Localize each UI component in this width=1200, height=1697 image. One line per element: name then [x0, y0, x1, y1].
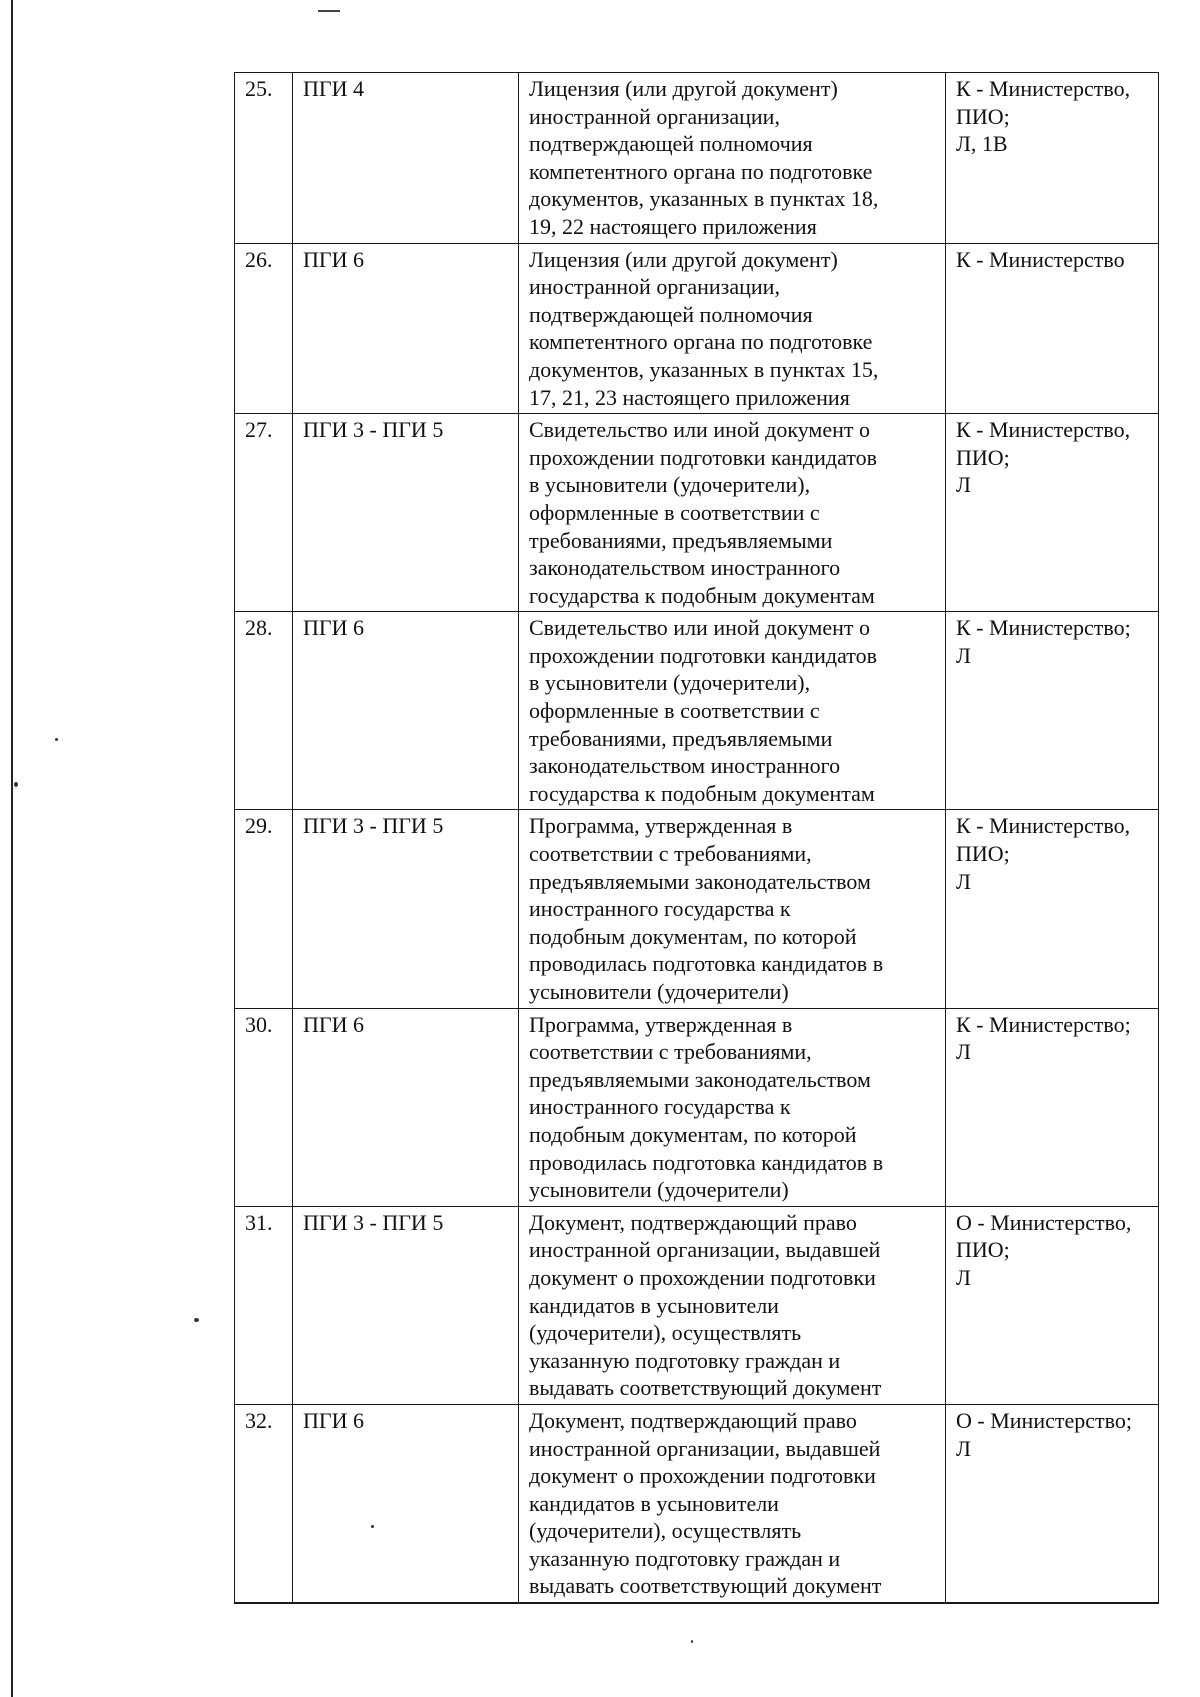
requirements-line: Л	[956, 472, 971, 498]
document-description-line: Документ, подтверждающий право	[529, 1407, 857, 1433]
requirements-cell	[946, 810, 1159, 1008]
document-description-line: Документ, подтверждающий право	[529, 1209, 857, 1235]
document-description-cell	[519, 810, 946, 1008]
group-code-cell	[293, 73, 519, 244]
document-description-line: Лицензия (или другой документ)	[529, 246, 838, 272]
document-description-line: оформленные в соответствии с	[529, 698, 820, 724]
document-description-line: подобным документам, по которой	[529, 1121, 857, 1147]
document-description-line: 17, 21, 23 настоящего приложения	[529, 384, 850, 410]
requirements-cell	[946, 414, 1159, 612]
row-number: 31.	[245, 1209, 273, 1235]
row-number-cell	[235, 243, 293, 414]
document-description-cell	[519, 612, 946, 810]
requirements-cell	[946, 1404, 1159, 1603]
document-description-line: выдавать соответствующий документ	[529, 1375, 882, 1401]
row-number-cell	[235, 810, 293, 1008]
requirements-line: Л, 1В	[956, 131, 1008, 157]
group-code: ПГИ 6	[303, 1407, 364, 1433]
requirements-line: К - Министерство,	[956, 813, 1131, 839]
row-number-cell	[235, 73, 293, 244]
row-number: 28.	[245, 615, 273, 641]
document-description-line: оформленные в соответствии с	[529, 499, 820, 525]
document-description-line: требованиями, предъявляемыми	[529, 527, 833, 553]
document-description-line: прохождении подготовки кандидатов	[529, 444, 877, 470]
row-number: 30.	[245, 1011, 273, 1037]
document-description-line: законодательством иностранного	[529, 555, 841, 581]
group-code-cell	[293, 612, 519, 810]
document-description-line: иностранной организации, выдавшей	[529, 1435, 881, 1461]
documents-table-body	[235, 73, 1159, 1604]
document-description-line: проводилась подготовка кандидатов в	[529, 951, 884, 977]
requirements-line: Л	[956, 1039, 971, 1065]
row-number-cell	[235, 1206, 293, 1404]
document-description-line: законодательством иностранного	[529, 753, 841, 779]
requirements-line: К - Министерство	[956, 246, 1125, 272]
document-description-line: Лицензия (или другой документ)	[529, 76, 838, 101]
document-description-line: Программа, утвержденная в	[529, 813, 793, 839]
document-description-cell	[519, 73, 946, 244]
group-code-cell	[293, 810, 519, 1008]
row-number-cell	[235, 1008, 293, 1206]
document-description-line: подобным документам, по которой	[529, 923, 857, 949]
requirements-line: ПИО;	[956, 841, 1010, 867]
row-number: 26.	[245, 246, 273, 272]
document-description-line: прохождении подготовки кандидатов	[529, 642, 877, 668]
document-description-cell	[519, 414, 946, 612]
document-description-line: иностранной организации, выдавшей	[529, 1237, 881, 1263]
document-description-cell	[519, 243, 946, 414]
requirements-line: Л	[956, 868, 971, 894]
document-description-line: кандидатов в усыновители	[529, 1292, 779, 1318]
table-row	[235, 73, 1159, 244]
document-description-line: документ о прохождении подготовки	[529, 1264, 876, 1290]
document-description-line: иностранного государства к	[529, 896, 791, 922]
document-description-line: документов, указанных в пунктах 15,	[529, 356, 879, 382]
group-code: ПГИ 4	[303, 76, 364, 101]
scan-speck	[55, 738, 58, 741]
group-code: ПГИ 6	[303, 1011, 364, 1037]
document-description-line: документов, указанных в пунктах 18,	[529, 186, 879, 212]
requirements-line: К - Министерство;	[956, 1011, 1131, 1037]
document-description-line: документ о прохождении подготовки	[529, 1463, 876, 1489]
row-number: 29.	[245, 813, 273, 839]
document-description-line: компетентного органа по подготовке	[529, 158, 873, 184]
document-description-line: иностранного государства к	[529, 1094, 791, 1120]
document-description-cell	[519, 1206, 946, 1404]
requirements-cell	[946, 243, 1159, 414]
document-description-line: иностранной организации,	[529, 103, 780, 129]
group-code: ПГИ 3 - ПГИ 5	[303, 1209, 444, 1235]
table-row	[235, 1404, 1159, 1603]
scan-edge-line	[11, 0, 13, 1697]
requirements-line: О - Министерство;	[956, 1407, 1132, 1433]
document-description-line: компетентного органа по подготовке	[529, 329, 873, 355]
row-number-cell	[235, 414, 293, 612]
table-row	[235, 810, 1159, 1008]
group-code-cell	[293, 1206, 519, 1404]
group-code: ПГИ 3 - ПГИ 5	[303, 813, 444, 839]
requirements-cell	[946, 1206, 1159, 1404]
group-code: ПГИ 6	[303, 615, 364, 641]
document-description-line: указанную подготовку граждан и	[529, 1545, 841, 1571]
document-description-line: требованиями, предъявляемыми	[529, 725, 833, 751]
group-code-cell	[293, 1404, 519, 1603]
row-number: 32.	[245, 1407, 273, 1433]
document-description-line: в усыновители (удочерители),	[529, 670, 811, 696]
table-row	[235, 1008, 1159, 1206]
row-number-cell	[235, 1404, 293, 1603]
document-description-line: государства к подобным документам	[529, 582, 875, 608]
document-description-line: Программа, утвержденная в	[529, 1011, 793, 1037]
requirements-line: К - Министерство,	[956, 76, 1131, 101]
document-description-line: подтверждающей полномочия	[529, 301, 813, 327]
requirements-line: К - Министерство,	[956, 417, 1131, 443]
group-code: ПГИ 3 - ПГИ 5	[303, 417, 444, 443]
table-row	[235, 414, 1159, 612]
document-description-line: в усыновители (удочерители),	[529, 472, 811, 498]
document-description-line: иностранной организации,	[529, 274, 780, 300]
document-description-line: соответствии с требованиями,	[529, 841, 812, 867]
requirements-cell	[946, 73, 1159, 244]
document-description-line: предъявляемыми законодательством	[529, 1066, 871, 1092]
document-description-line: проводилась подготовка кандидатов в	[529, 1149, 884, 1175]
requirements-cell	[946, 612, 1159, 810]
document-description-line: Свидетельство или иной документ о	[529, 615, 870, 641]
table-row	[235, 243, 1159, 414]
scan-speck	[194, 1318, 199, 1322]
requirements-line: ПИО;	[956, 103, 1010, 129]
document-description-cell	[519, 1404, 946, 1603]
row-number: 25.	[245, 76, 273, 101]
requirements-line: Л	[956, 1264, 971, 1290]
document-description-line: соответствии с требованиями,	[529, 1039, 812, 1065]
document-description-line: указанную подготовку граждан и	[529, 1347, 841, 1373]
requirements-line: О - Министерство,	[956, 1209, 1132, 1235]
group-code-cell	[293, 243, 519, 414]
requirements-line: ПИО;	[956, 1237, 1010, 1263]
requirements-line: ПИО;	[956, 444, 1010, 470]
scan-speck	[691, 1640, 693, 1643]
document-description-line: (удочерители), осуществлять	[529, 1320, 802, 1346]
document-description-line: усыновители (удочерители)	[529, 1177, 789, 1203]
document-description-line: усыновители (удочерители)	[529, 979, 789, 1004]
document-description-line: подтверждающей полномочия	[529, 131, 813, 157]
document-description-line: Свидетельство или иной документ о	[529, 417, 870, 443]
scan-speck	[14, 782, 18, 787]
document-description-line: предъявляемыми законодательством	[529, 868, 871, 894]
requirements-line: К - Министерство;	[956, 615, 1131, 641]
row-number: 27.	[245, 417, 273, 443]
requirements-line: Л	[956, 642, 971, 668]
table-row	[235, 1206, 1159, 1404]
group-code: ПГИ 6	[303, 246, 364, 272]
document-description-line: кандидатов в усыновители	[529, 1490, 779, 1516]
requirements-cell	[946, 1008, 1159, 1206]
table-row	[235, 612, 1159, 810]
scan-mark	[318, 10, 340, 12]
document-description-cell	[519, 1008, 946, 1206]
documents-table	[234, 72, 1159, 1604]
document-description-line: выдавать соответствующий документ	[529, 1573, 882, 1599]
row-number-cell	[235, 612, 293, 810]
group-code-cell	[293, 1008, 519, 1206]
group-code-cell	[293, 414, 519, 612]
document-description-line: 19, 22 настоящего приложения	[529, 213, 817, 239]
document-description-line: государства к подобным документам	[529, 780, 875, 806]
requirements-line: Л	[956, 1435, 971, 1461]
document-description-line: (удочерители), осуществлять	[529, 1518, 802, 1544]
